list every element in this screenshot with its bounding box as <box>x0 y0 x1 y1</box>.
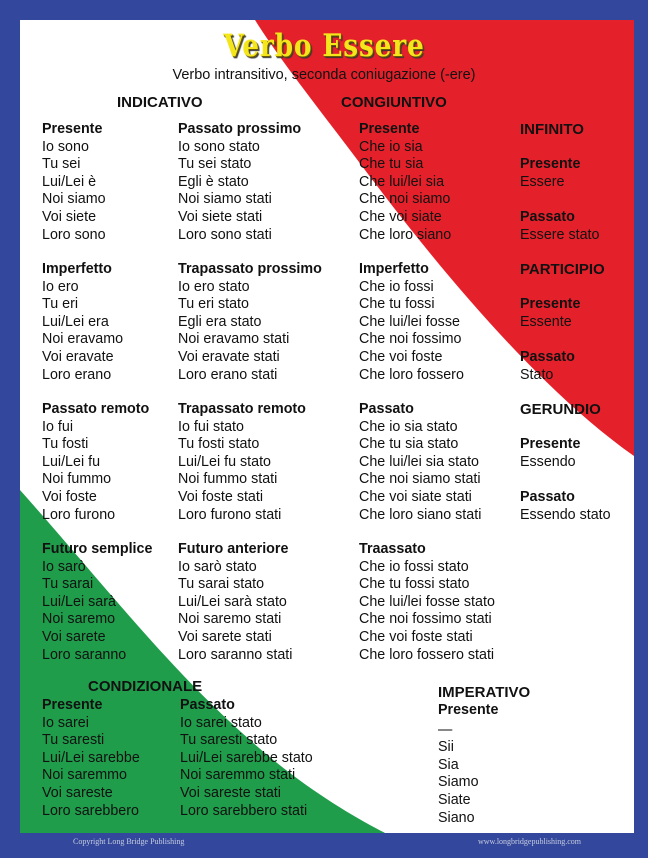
conjugation-line: Lui/Lei era <box>42 313 109 330</box>
copyright: Copyright Long Bridge Publishing <box>73 837 185 846</box>
conjugation-line: Essente <box>520 313 572 330</box>
conjugation-line: Io ero stato <box>178 278 250 295</box>
block-heading: Presente <box>438 702 499 718</box>
conjugation-line: Io sarò <box>42 558 86 575</box>
conjugation-line: Sii <box>438 739 454 756</box>
block-heading: Imperfetto <box>359 261 429 277</box>
block-heading: Futuro anteriore <box>178 541 289 557</box>
conjugation-line: Voi siete stati <box>178 208 263 225</box>
conjugation-line: Noi saremmo <box>42 767 128 784</box>
conjugation-line: Che voi siate <box>359 208 442 225</box>
conjugation-cong-passato <box>359 401 481 524</box>
conjugation-line: Che loro fossero stati <box>359 646 495 663</box>
conjugation-line: Che tu fossi <box>359 296 435 313</box>
page-title: Verbo Essere <box>223 28 425 64</box>
conjugation-line: Lui/Lei sarebbe stato <box>180 749 313 766</box>
block-heading: Presente <box>520 436 581 452</box>
conjugation-line: Loro sono stati <box>178 226 272 243</box>
conjugation-gerundio <box>520 401 601 419</box>
conjugation-line: Noi eravamo <box>42 331 124 348</box>
conjugation-line: Noi fummo <box>42 471 112 488</box>
conjugation-line: Loro sono <box>42 226 106 243</box>
conjugation-line: Che noi fossimo <box>359 331 462 348</box>
conjugation-ind-passato-prossimo <box>178 121 301 244</box>
conjugation-line: Noi saremmo stati <box>180 767 296 784</box>
conjugation-line: Lui/Lei è <box>42 173 97 190</box>
conjugation-line: Tu sei <box>42 156 81 173</box>
conjugation-line: Loro erano <box>42 366 112 383</box>
conjugation-line: Che tu sia stato <box>359 436 459 453</box>
conjugation-line: Che lui/lei sia stato <box>359 453 479 470</box>
conjugation-line: Che lui/lei sia <box>359 173 445 190</box>
conjugation-line: Voi foste <box>42 488 97 505</box>
block-heading: Presente <box>520 156 581 172</box>
conjugation-line: Che io fossi stato <box>359 558 469 575</box>
block-heading: Imperfetto <box>42 261 112 277</box>
website-link: www.longbridgepublishing.com <box>478 837 582 846</box>
conjugation-line: Siate <box>438 791 471 808</box>
conjugation-cond-passato <box>180 697 313 820</box>
block-heading: Presente <box>42 697 103 713</box>
conjugation-line: Voi foste stati <box>178 488 264 505</box>
conjugation-line: Noi siamo <box>42 191 106 208</box>
conjugation-cong-presente <box>359 121 451 244</box>
conjugation-ind-futuro-semplice <box>42 541 152 664</box>
block-heading: Futuro semplice <box>42 541 153 557</box>
conjugation-line: Voi eravate <box>42 348 114 365</box>
conjugation-line: Che loro siano <box>359 226 452 243</box>
conjugation-line: Voi sareste stati <box>180 784 281 801</box>
section-indicativo: INDICATIVO <box>117 94 203 111</box>
conjugation-line: Io sarò stato <box>178 558 257 575</box>
conjugation-line: Noi siamo stati <box>178 191 272 208</box>
conjugation-line: Sia <box>438 756 459 773</box>
conjugation-line: Che loro fossero <box>359 366 464 383</box>
conjugation-line: Io ero <box>42 278 79 295</box>
conjugation-line: Che voi siate stati <box>359 488 472 505</box>
conjugation-line: Lui/Lei fu stato <box>178 453 271 470</box>
block-heading: Passato remoto <box>42 401 150 417</box>
conjugation-line: Tu eri <box>42 296 79 313</box>
conjugation-line: Essendo <box>520 453 576 470</box>
block-heading: INFINITO <box>520 121 584 138</box>
subtitle: Verbo intransitivo, seconda coniugazione (-ere) <box>172 67 476 83</box>
conjugation-line: Tu sarai <box>42 576 94 593</box>
block-heading: Traassato <box>359 541 426 557</box>
block-heading: Passato <box>359 401 414 417</box>
conjugation-line: Io sarei stato <box>180 714 262 731</box>
conjugation-line: Loro sarebbero <box>42 802 139 819</box>
conjugation-line: Tu saresti <box>42 732 105 749</box>
block-heading: Passato <box>520 489 575 505</box>
block-heading: Trapassato remoto <box>178 401 306 417</box>
conjugation-line: Tu sei stato <box>178 156 252 173</box>
conjugation-line: Che noi siamo stati <box>359 471 481 488</box>
conjugation-line: Egli era stato <box>178 313 262 330</box>
conjugation-ind-presente <box>42 121 106 244</box>
conjugation-cong-imperfetto <box>359 261 464 384</box>
section-imperativo: IMPERATIVO <box>438 684 531 701</box>
conjugation-line: Tu eri stato <box>178 296 249 313</box>
conjugation-line: Noi saremo stati <box>178 611 282 628</box>
conjugation-line: Tu saresti stato <box>180 732 278 749</box>
conjugation-line: Voi eravate stati <box>178 348 280 365</box>
conjugation-line: Voi sarete <box>42 628 106 645</box>
conjugation-line: Lui/Lei sarebbe <box>42 749 140 766</box>
conjugation-line: Che io sia stato <box>359 418 458 435</box>
conjugation-line: Che tu sia <box>359 156 424 173</box>
conjugation-line: Io fui <box>42 418 73 435</box>
conjugation-inf-presente <box>520 156 580 191</box>
conjugation-line: Che tu fossi stato <box>359 576 470 593</box>
conjugation-line: Voi sareste <box>42 784 113 801</box>
conjugation-line: Egli è stato <box>178 173 249 190</box>
conjugation-line: Voi siete <box>42 208 97 225</box>
conjugation-line: Voi sarete stati <box>178 628 272 645</box>
conjugation-line: Tu sarai stato <box>178 576 265 593</box>
conjugation-ind-passato-remoto <box>42 401 149 524</box>
conjugation-line: Loro saranno <box>42 646 127 663</box>
block-heading: PARTICIPIO <box>520 261 605 278</box>
conjugation-line: Stato <box>520 366 554 383</box>
conjugation-ind-trapassato-prossimo <box>178 261 322 384</box>
conjugation-line: Loro erano stati <box>178 366 278 383</box>
conjugation-line: Che noi fossimo stati <box>359 611 492 628</box>
conjugation-line: Che noi siamo <box>359 191 451 208</box>
conjugation-line: Che voi foste stati <box>359 628 473 645</box>
conjugation-ger-presente <box>520 436 580 471</box>
conjugation-line: Io sono stato <box>178 138 260 155</box>
conjugation-line: Lui/Lei sarà <box>42 593 116 610</box>
conjugation-line: Noi saremo <box>42 611 116 628</box>
conjugation-ger-passato <box>520 489 611 524</box>
conjugation-part-presente <box>520 296 580 331</box>
conjugation-line: Che loro siano stati <box>359 506 482 523</box>
conjugation-line: Che lui/lei fosse stato <box>359 593 495 610</box>
conjugation-line: Noi eravamo stati <box>178 331 290 348</box>
block-heading: Presente <box>359 121 420 137</box>
conjugation-line: Che io fossi <box>359 278 434 295</box>
conjugation-line: Io sarei <box>42 714 89 731</box>
conjugation-line: — <box>438 721 453 738</box>
conjugation-line: Essendo stato <box>520 506 611 523</box>
conjugation-line: Tu fosti stato <box>178 436 260 453</box>
conjugation-line: Essere <box>520 173 565 190</box>
block-heading: Presente <box>520 296 581 312</box>
conjugation-line: Siano <box>438 809 475 826</box>
block-heading: Passato <box>520 209 575 225</box>
block-heading: Trapassato prossimo <box>178 261 322 277</box>
block-heading: Presente <box>42 121 103 137</box>
block-heading: Passato prossimo <box>178 121 302 137</box>
conjugation-line: Io fui stato <box>178 418 244 435</box>
conjugation-line: Che lui/lei fosse <box>359 313 460 330</box>
conjugation-cong-trapassato <box>359 541 495 664</box>
conjugation-part-passato <box>520 349 575 384</box>
conjugation-imp-presente <box>438 702 498 827</box>
conjugation-line: Che voi foste <box>359 348 443 365</box>
conjugation-line: Loro furono <box>42 506 116 523</box>
conjugation-line: Loro furono stati <box>178 506 282 523</box>
block-heading: Passato <box>520 349 575 365</box>
conjugation-line: Che io sia <box>359 138 423 155</box>
conjugation-line: Essere stato <box>520 226 600 243</box>
conjugation-inf-passato <box>520 209 599 244</box>
section-congiuntivo: CONGIUNTIVO <box>341 94 447 111</box>
conjugation-line: Siamo <box>438 774 479 791</box>
block-heading: GERUNDIO <box>520 401 601 418</box>
conjugation-ind-trapassato-remoto <box>178 401 306 524</box>
conjugation-line: Lui/Lei sarà stato <box>178 593 287 610</box>
conjugation-ind-futuro-anteriore <box>178 541 292 664</box>
conjugation-cond-presente <box>42 697 140 820</box>
block-heading: Passato <box>180 697 235 713</box>
conjugation-line: Tu fosti <box>42 436 89 453</box>
conjugation-line: Lui/Lei fu <box>42 453 101 470</box>
conjugation-ind-imperfetto <box>42 261 123 384</box>
conjugation-infinito <box>520 121 584 139</box>
conjugation-line: Loro sarebbero stati <box>180 802 308 819</box>
conjugation-participio <box>520 261 605 279</box>
conjugation-line: Noi fummo stati <box>178 471 278 488</box>
section-condizionale: CONDIZIONALE <box>88 678 203 695</box>
conjugation-line: Io sono <box>42 138 89 155</box>
conjugation-line: Loro saranno stati <box>178 646 293 663</box>
